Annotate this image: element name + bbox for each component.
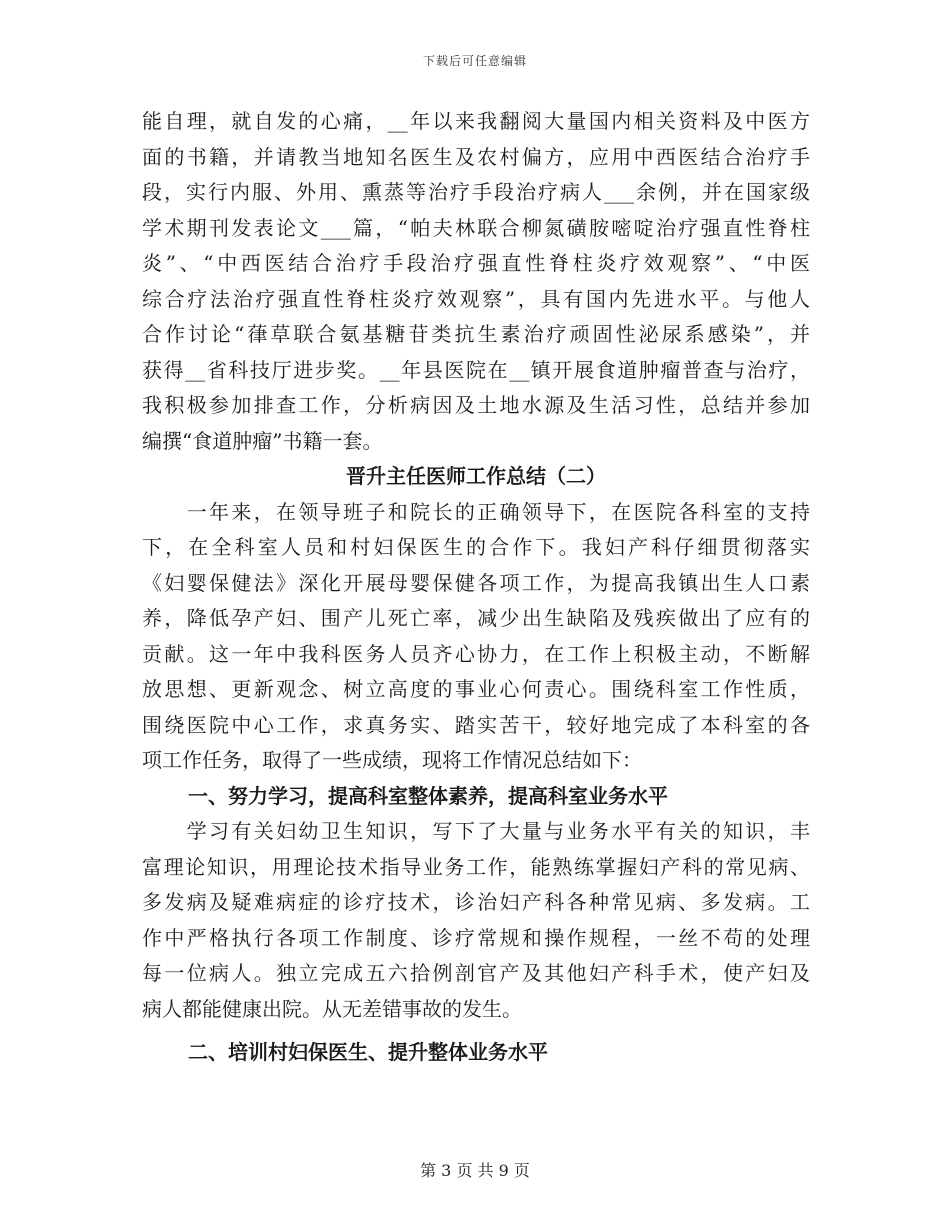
paragraph-line: 编撰“食道肿瘤”书籍一套。 (142, 428, 383, 453)
paragraph-line: 病人都能健康出院。从无差错事故的发生。 (142, 996, 522, 1021)
paragraph-line: 养，降低孕产妇、围产儿死亡率，减少出生缺陷及残疾做出了应有的 (142, 606, 810, 630)
paragraph-line: 贡献。这一年中我科医务人员齐心协力，在工作上积极主动，不断解 (142, 641, 810, 666)
paragraph-line: 围绕医院中心工作，求真务实、踏实苦干，较好地完成了本科室的各 (142, 712, 810, 737)
paragraph-line: 段，实行内服、外用、熏蒸等治疗手段治疗病人___余例，并在国家级 (142, 180, 810, 204)
section-heading-1: 一、努力学习，提高科室整体素养，提高科室业务水平 (188, 783, 668, 808)
spacer (142, 1027, 810, 1035)
paragraph-line: 下，在全科室人员和村妇保医生的合作下。我妇产科仔细贯彻落实 (142, 535, 810, 559)
section-title: 晋升主任医师工作总结（二） (346, 464, 606, 488)
paragraph-line: 能自理，就自发的心痛，__年以来我翻阅大量国内相关资料及中医方 (142, 109, 810, 133)
paragraph-line: 炎”、“中西医结合治疗手段治疗强直性脊柱炎疗效观察”、“中医 (142, 251, 810, 275)
paragraph-line: 项工作任务，取得了一些成绩，现将工作情况总结如下： (142, 748, 642, 772)
paragraph-line: 富理论知识，用理论技术指导业务工作，能熟练掌握妇产科的常见病、 (142, 854, 810, 879)
paragraph-line: 面的书籍，并请教当地知名医生及农村偏方，应用中西医结合治疗手 (142, 144, 810, 169)
paragraph-line: 《妇婴保健法》深化开展母婴保健各项工作，为提高我镇出生人口素 (142, 570, 810, 595)
paragraph-line: 综合疗法治疗强直性脊柱炎疗效观察”，具有国内先进水平。与他人 (142, 286, 810, 311)
paragraph-line: 合作讨论“葎草联合氨基糖苷类抗生素治疗顽固性泌尿系感染”，并 (142, 322, 810, 346)
paragraph-1 (142, 104, 810, 459)
paragraph-line: 多发病及疑难病症的诊疗技术，诊治妇产科各种常见病、多发病。工 (142, 890, 810, 914)
paragraph-line: 学术期刊发表论文___篇，“帕夫林联合柳氮磺胺嘧啶治疗强直性脊柱 (142, 215, 810, 240)
document-body (142, 104, 810, 1071)
paragraph-line: 一年来，在领导班子和院长的正确领导下，在医院各科室的支持 (142, 499, 810, 524)
paragraph-line: 每一位病人。独立完成五六拾例剖官产及其他妇产科手术，使产妇及 (142, 961, 810, 985)
paragraph-2 (142, 495, 810, 779)
paragraph-line: 放思想、更新观念、树立高度的事业心何责心。围绕科室工作性质， (142, 677, 810, 701)
paragraph-line: 获得__省科技厅进步奖。__年县医院在__镇开展食道肿瘤普查与治疗， (142, 357, 810, 382)
page-header: 下载后可任意编辑 (422, 54, 527, 68)
paragraph-line: 作中严格执行各项工作制度、诊疗常规和操作规程，一丝不苟的处理 (142, 925, 810, 950)
paragraph-line: 我积极参加排查工作，分析病因及土地水源及生活习性，总结并参加 (142, 393, 810, 417)
paragraph-3 (142, 814, 810, 1027)
paragraph-line: 学习有关妇幼卫生知识，写下了大量与业务水平有关的知识，丰 (142, 819, 810, 843)
page-number-footer: 第 3 页 共 9 页 (420, 1161, 530, 1180)
section-heading-2: 二、培训村妇保医生、提升整体业务水平 (188, 1040, 548, 1064)
